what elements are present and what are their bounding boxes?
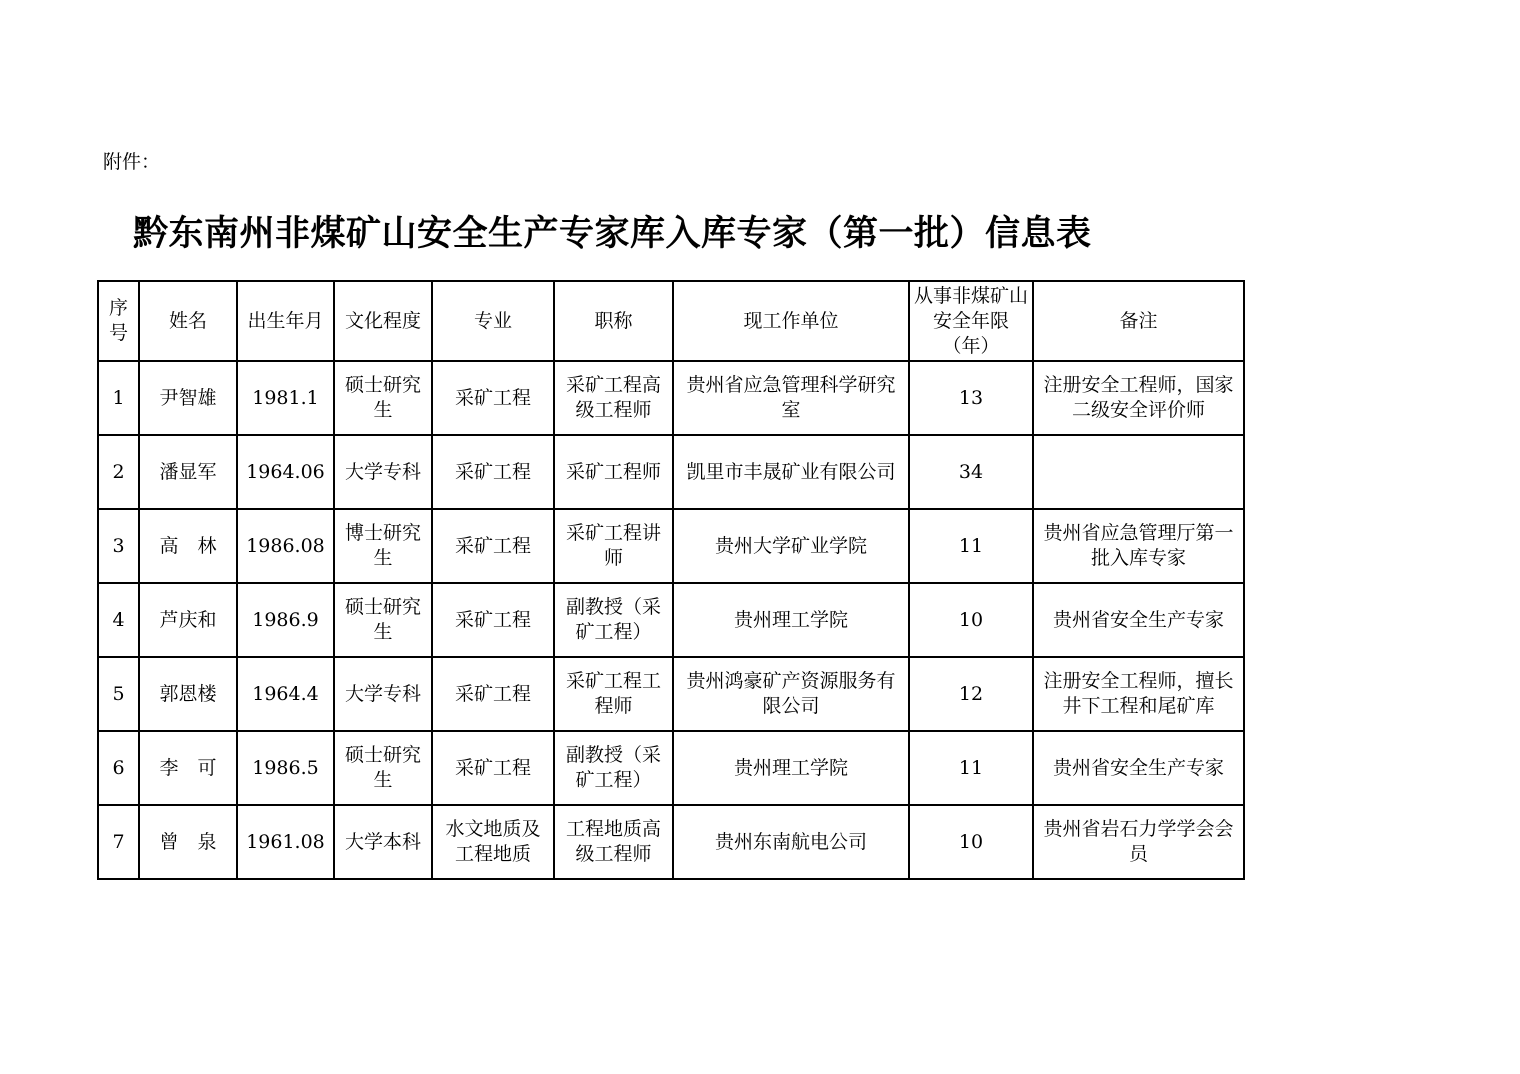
cell-major: 采矿工程 (432, 435, 554, 509)
cell-seq: 7 (98, 805, 139, 879)
header-major: 专业 (432, 281, 554, 361)
cell-title: 采矿工程工程师 (554, 657, 673, 731)
cell-years: 34 (909, 435, 1033, 509)
cell-birth: 1961.08 (237, 805, 334, 879)
cell-title: 工程地质高级工程师 (554, 805, 673, 879)
cell-name: 潘显军 (139, 435, 237, 509)
cell-seq: 6 (98, 731, 139, 805)
cell-education: 硕士研究生 (334, 361, 432, 435)
cell-major: 采矿工程 (432, 657, 554, 731)
cell-title: 副教授（采矿工程） (554, 583, 673, 657)
cell-note: 贵州省应急管理厅第一批入库专家 (1033, 509, 1244, 583)
cell-birth: 1986.5 (237, 731, 334, 805)
header-years: 从事非煤矿山安全年限（年） (909, 281, 1033, 361)
cell-years: 10 (909, 583, 1033, 657)
cell-years: 10 (909, 805, 1033, 879)
cell-birth: 1986.9 (237, 583, 334, 657)
cell-title: 采矿工程高级工程师 (554, 361, 673, 435)
table-row (98, 657, 1244, 731)
cell-major: 水文地质及工程地质 (432, 805, 554, 879)
cell-name: 芦庆和 (139, 583, 237, 657)
experts-table (97, 280, 1245, 880)
attachment-label: 附件： (103, 151, 161, 173)
header-unit: 现工作单位 (673, 281, 909, 361)
cell-seq: 2 (98, 435, 139, 509)
cell-name: 郭恩楼 (139, 657, 237, 731)
cell-name: 李 可 (139, 731, 237, 805)
cell-years: 11 (909, 509, 1033, 583)
cell-years: 11 (909, 731, 1033, 805)
cell-name: 尹智雄 (139, 361, 237, 435)
cell-birth: 1964.06 (237, 435, 334, 509)
cell-birth: 1986.08 (237, 509, 334, 583)
cell-name: 高 林 (139, 509, 237, 583)
table-row (98, 805, 1244, 879)
cell-education: 大学专科 (334, 435, 432, 509)
cell-education: 硕士研究生 (334, 731, 432, 805)
cell-education: 大学专科 (334, 657, 432, 731)
cell-major: 采矿工程 (432, 509, 554, 583)
document-title: 黔东南州非煤矿山安全生产专家库入库专家（第一批）信息表 (133, 213, 1092, 254)
cell-seq: 1 (98, 361, 139, 435)
cell-note: 贵州省岩石力学学会会员 (1033, 805, 1244, 879)
cell-title: 采矿工程讲师 (554, 509, 673, 583)
cell-unit: 凯里市丰晟矿业有限公司 (673, 435, 909, 509)
cell-birth: 1964.4 (237, 657, 334, 731)
cell-note: 贵州省安全生产专家 (1033, 583, 1244, 657)
header-name: 姓名 (139, 281, 237, 361)
cell-birth: 1981.1 (237, 361, 334, 435)
table-row (98, 731, 1244, 805)
header-title: 职称 (554, 281, 673, 361)
cell-title: 副教授（采矿工程） (554, 731, 673, 805)
cell-title: 采矿工程师 (554, 435, 673, 509)
cell-unit: 贵州理工学院 (673, 731, 909, 805)
table-header-row (98, 281, 1244, 361)
table-row (98, 509, 1244, 583)
cell-unit: 贵州大学矿业学院 (673, 509, 909, 583)
cell-unit: 贵州省应急管理科学研究室 (673, 361, 909, 435)
cell-note: 注册安全工程师，擅长井下工程和尾矿库 (1033, 657, 1244, 731)
cell-education: 硕士研究生 (334, 583, 432, 657)
cell-seq: 3 (98, 509, 139, 583)
cell-years: 13 (909, 361, 1033, 435)
cell-education: 博士研究生 (334, 509, 432, 583)
table-row (98, 361, 1244, 435)
cell-name: 曾 泉 (139, 805, 237, 879)
cell-major: 采矿工程 (432, 731, 554, 805)
cell-note: 注册安全工程师，国家二级安全评价师 (1033, 361, 1244, 435)
cell-unit: 贵州理工学院 (673, 583, 909, 657)
cell-unit: 贵州东南航电公司 (673, 805, 909, 879)
cell-education: 大学本科 (334, 805, 432, 879)
cell-unit: 贵州鸿豪矿产资源服务有限公司 (673, 657, 909, 731)
cell-seq: 5 (98, 657, 139, 731)
header-seq: 序号 (98, 281, 139, 361)
table-row (98, 583, 1244, 657)
cell-major: 采矿工程 (432, 583, 554, 657)
cell-major: 采矿工程 (432, 361, 554, 435)
header-education: 文化程度 (334, 281, 432, 361)
cell-seq: 4 (98, 583, 139, 657)
header-birth: 出生年月 (237, 281, 334, 361)
table-row (98, 435, 1244, 509)
header-note: 备注 (1033, 281, 1244, 361)
cell-note: 贵州省安全生产专家 (1033, 731, 1244, 805)
cell-note (1033, 435, 1244, 509)
cell-years: 12 (909, 657, 1033, 731)
